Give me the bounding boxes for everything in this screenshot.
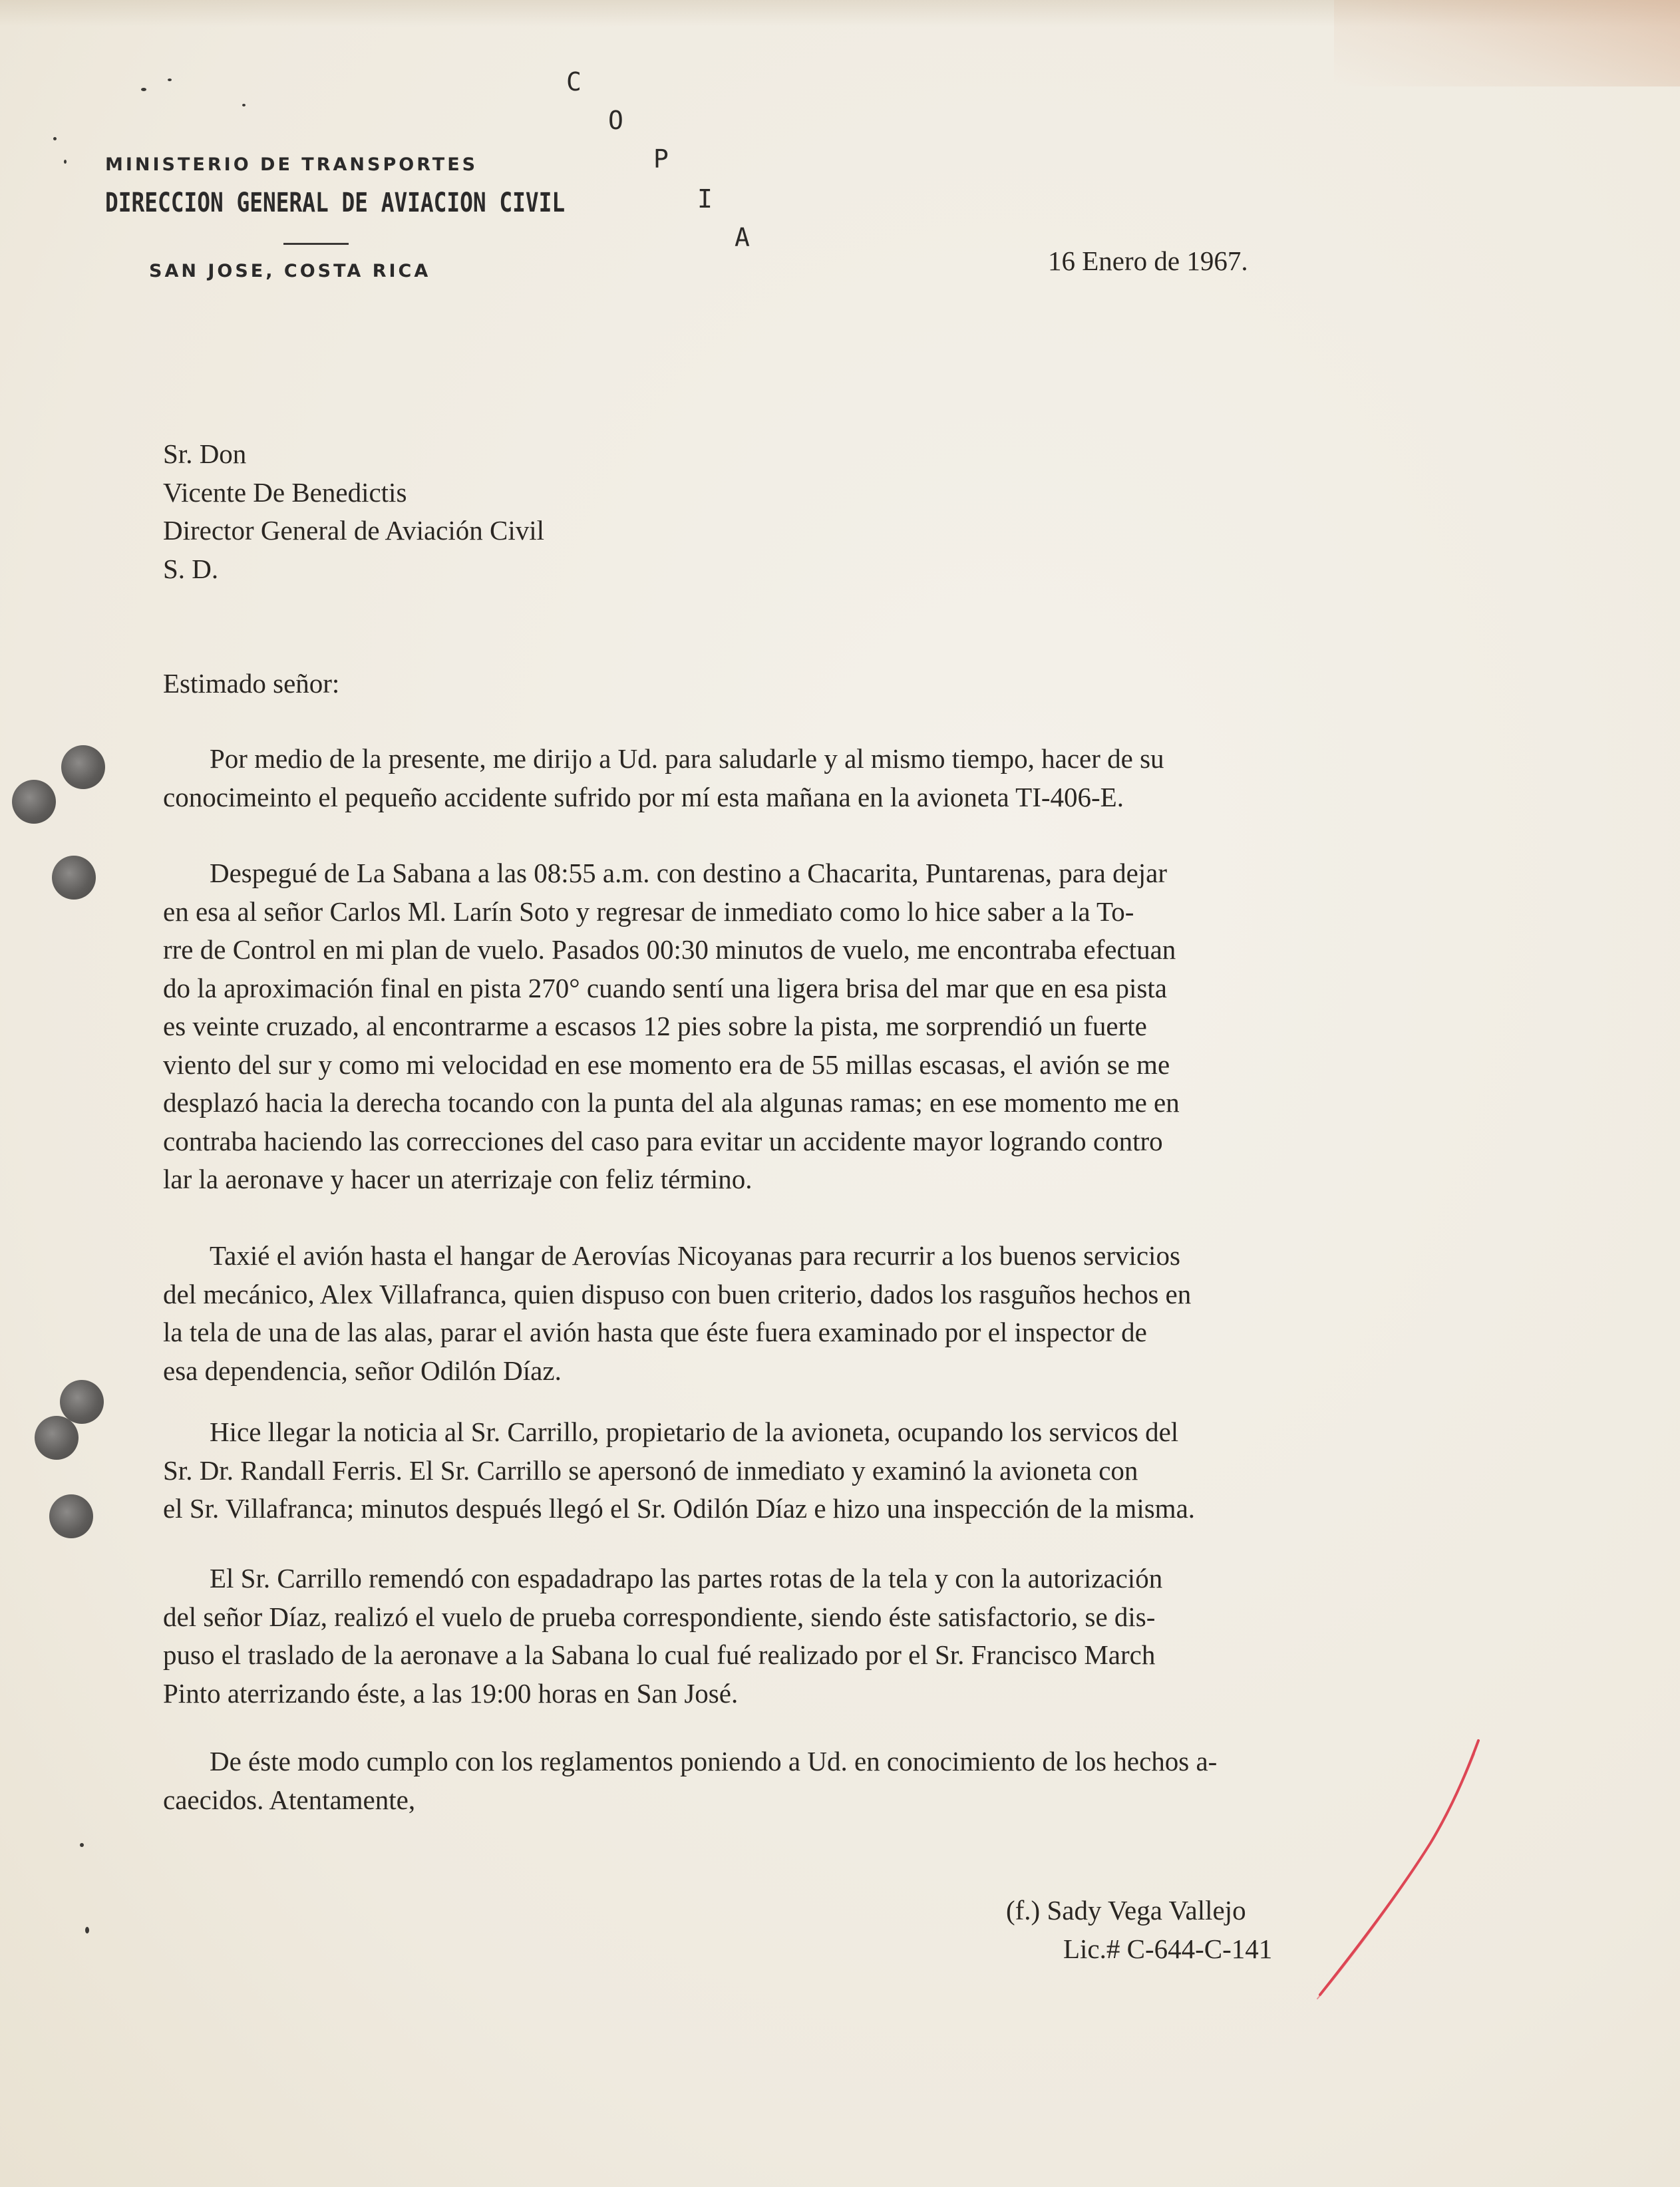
punch-hole (35, 1416, 79, 1460)
red-pen-mark (1304, 1730, 1517, 2009)
paragraph-line: del señor Díaz, realizó el vuelo de prueba correspondiente, siendo éste satisfactorio, se dis- (163, 1601, 1156, 1632)
speck (85, 1927, 89, 1934)
punch-hole (61, 745, 105, 789)
paragraph-line: viento del sur y como mi velocidad en ese momento era de 55 millas escasas, el avión se me (163, 1049, 1170, 1080)
paragraph-line: Taxié el avión hasta el hangar de Aerovías Nicoyanas para recurrir a los buenos servicios (210, 1240, 1180, 1271)
paragraph-line: del mecánico, Alex Villafranca, quien dispuso con buen criterio, dados los rasguños hechos en (163, 1278, 1192, 1309)
paragraph-line: El Sr. Carrillo remendó con espadadrapo las partes rotas de la tela y con la autorización (210, 1563, 1163, 1594)
copia-letter: P (653, 144, 669, 174)
letterhead-city: SAN JOSE, COSTA RICA (149, 261, 431, 281)
speck (64, 160, 67, 164)
paragraph-line: caecidos. Atentamente, (163, 1784, 416, 1815)
paragraph (163, 854, 1594, 1199)
paragraph-line: esa dependencia, señor Odilón Díaz. (163, 1355, 562, 1386)
paragraph-line: contraba haciendo las correcciones del caso para evitar un accidente mayor logrando contro (163, 1125, 1163, 1156)
paragraph-line: Sr. Dr. Randall Ferris. El Sr. Carrillo se apersonó de inmediato y examinó la avioneta con (163, 1454, 1138, 1486)
paragraph (163, 1560, 1594, 1713)
punch-hole (52, 856, 96, 900)
paragraph-line: lar la aeronave y hacer un aterrizaje con feliz término. (163, 1164, 753, 1194)
paragraph-line: la tela de una de las alas, parar el avión hasta que éste fuera examinado por el inspector de (163, 1317, 1147, 1347)
paragraph (163, 1413, 1594, 1528)
letter-date: 16 Enero de 1967. (1048, 246, 1248, 276)
paragraph-line: en esa al señor Carlos Ml. Larín Soto y regresar de inmediato como lo hice saber a la To- (163, 896, 1134, 927)
punch-hole (12, 780, 56, 824)
speck (141, 88, 146, 91)
paragraph-line: conocimeinto el pequeño accidente sufrido por mí esta mañana en la avioneta TI-406-E. (163, 781, 1124, 812)
salutation: Estimado señor: (163, 668, 340, 699)
paragraph-line: desplazó hacia la derecha tocando con la punta del ala algunas ramas; en ese momento me en (163, 1087, 1180, 1118)
address-line: S. D. (163, 554, 219, 584)
paragraph-line: el Sr. Villafranca; minutos después llegó el Sr. Odilón Díaz e hizo una inspección de la misma. (163, 1493, 1196, 1524)
speck (53, 137, 57, 140)
paragraph-line: do la aproximación final en pista 270° cuando sentí una ligera brisa del mar que en esa pista (163, 972, 1167, 1003)
letterhead-direccion: DIRECCION GENERAL DE AVIACION CIVIL (105, 188, 566, 218)
paragraph (163, 740, 1594, 816)
copia-letter: O (608, 106, 623, 135)
paragraph-line: Pinto aterrizando éste, a las 19:00 horas en San José. (163, 1677, 739, 1709)
paper-stain-corner (1334, 0, 1680, 86)
signature-license: Lic.# C-644-C-141 (1063, 1934, 1273, 1964)
speck (168, 79, 172, 81)
letterhead-rule (283, 243, 349, 245)
address-line: Sr. Don (163, 438, 247, 469)
signature-name: (f.) Sady Vega Vallejo (1006, 1895, 1246, 1926)
paragraph-line: De éste modo cumplo con los reglamentos poniendo a Ud. en conocimiento de los hechos a- (210, 1746, 1218, 1776)
copia-letter: C (566, 67, 582, 96)
copia-letter: A (735, 223, 750, 252)
paragraph-line: Hice llegar la noticia al Sr. Carrillo, propietario de la avioneta, ocupando los servicos del (210, 1417, 1179, 1447)
paragraph-line: es veinte cruzado, al encontrarme a escasos 12 pies sobre la pista, me sorprendió un fuerte (163, 1011, 1147, 1041)
paragraph-line: Por medio de la presente, me dirijo a Ud. para saludarle y al mismo tiempo, hacer de su (210, 743, 1164, 774)
address-line: Vicente De Benedictis (163, 477, 407, 508)
paragraph-line: puso el traslado de la aeronave a la Sabana lo cual fué realizado por el Sr. Francisco March (163, 1639, 1156, 1670)
punch-hole (49, 1494, 93, 1538)
punch-hole (60, 1380, 104, 1424)
address-line: Director General de Aviación Civil (163, 515, 545, 546)
speck (242, 104, 246, 106)
paragraph-line: Despegué de La Sabana a las 08:55 a.m. con destino a Chacarita, Puntarenas, para dejar (210, 858, 1168, 888)
paragraph (163, 1237, 1594, 1390)
copia-letter: I (697, 184, 713, 214)
letterhead-ministry: MINISTERIO DE TRANSPORTES (105, 154, 478, 175)
speck (80, 1843, 84, 1847)
paragraph-line: rre de Control en mi plan de vuelo. Pasados 00:30 minutos de vuelo, me encontraba efectuan (163, 934, 1176, 965)
